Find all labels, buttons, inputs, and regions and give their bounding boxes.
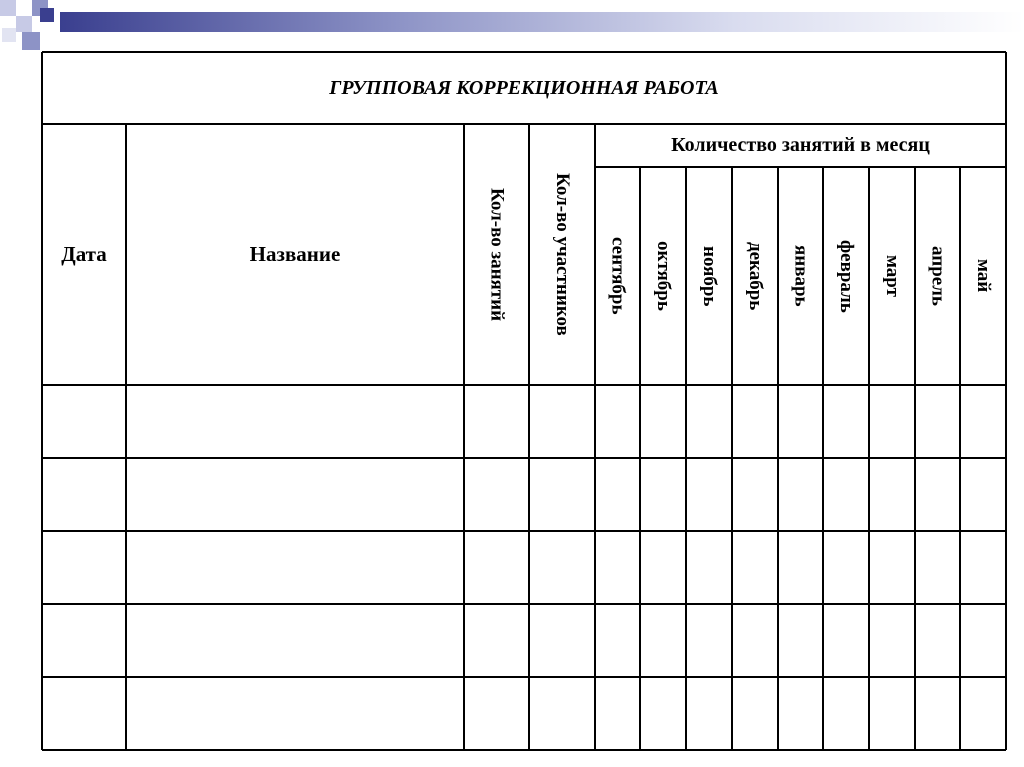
month-header: ноябрь <box>699 245 720 307</box>
table-cell <box>915 531 960 604</box>
table-cell <box>42 458 126 531</box>
deco-square <box>22 32 40 50</box>
table-cell <box>595 385 640 458</box>
table-cell <box>686 385 732 458</box>
table-cell <box>126 458 464 531</box>
month-header: апрель <box>927 246 949 306</box>
table-title: ГРУППОВАЯ КОРРЕКЦИОННАЯ РАБОТА <box>329 76 719 99</box>
table-cell <box>42 604 126 677</box>
table-cell <box>529 677 595 750</box>
table-cell <box>732 531 778 604</box>
table-cell <box>823 604 869 677</box>
table-cell <box>640 531 686 604</box>
table-cell <box>529 531 595 604</box>
deco-square <box>16 16 32 32</box>
deco-square <box>40 8 54 22</box>
month-header: январь <box>790 245 812 307</box>
table-cell <box>778 458 823 531</box>
table-cell <box>595 531 640 604</box>
header-sessions-count: Кол-во занятий <box>486 187 508 322</box>
table-cell <box>869 677 915 750</box>
table-cell <box>732 677 778 750</box>
table-cell <box>464 677 529 750</box>
table-cell <box>640 677 686 750</box>
table-cell <box>640 385 686 458</box>
table-cell <box>960 677 1006 750</box>
table-cell <box>42 531 126 604</box>
deco-square <box>2 28 16 42</box>
table-cell <box>595 604 640 677</box>
table-cell <box>960 385 1006 458</box>
month-header: сентябрь <box>607 237 629 315</box>
table-cell <box>732 385 778 458</box>
table-cell <box>778 677 823 750</box>
header-name: Название <box>249 242 341 266</box>
table-cell <box>42 677 126 750</box>
table-cell <box>126 677 464 750</box>
table-cell <box>823 531 869 604</box>
table-cell <box>869 531 915 604</box>
table-cell <box>464 385 529 458</box>
month-header: март <box>882 255 903 297</box>
table-cell <box>778 531 823 604</box>
table-cell <box>126 604 464 677</box>
deco-bar <box>60 12 1024 32</box>
table-cell <box>686 531 732 604</box>
table-cell <box>126 385 464 458</box>
table-cell <box>915 458 960 531</box>
table-cell <box>823 385 869 458</box>
header-date: Дата <box>61 242 107 266</box>
month-header: декабрь <box>745 241 766 311</box>
month-header: февраль <box>836 239 857 313</box>
deco-square <box>0 0 16 16</box>
table-cell <box>640 604 686 677</box>
month-header: октябрь <box>653 241 674 311</box>
table-cell <box>869 385 915 458</box>
month-header: май <box>973 259 994 293</box>
table-cell <box>732 604 778 677</box>
table-cell <box>915 385 960 458</box>
table-cell <box>915 677 960 750</box>
table-cell <box>529 604 595 677</box>
table-cell <box>126 531 464 604</box>
table-cell <box>640 458 686 531</box>
table-cell <box>732 458 778 531</box>
table-cell <box>869 604 915 677</box>
table-cell <box>960 604 1006 677</box>
table-cell <box>778 604 823 677</box>
table-cell <box>823 677 869 750</box>
header-monthly: Количество занятий в месяц <box>671 134 930 156</box>
table-cell <box>686 604 732 677</box>
table-cell <box>960 531 1006 604</box>
table-cell <box>595 458 640 531</box>
table-cell <box>529 385 595 458</box>
table-cell <box>823 458 869 531</box>
table-cell <box>529 458 595 531</box>
header-participants-count: Кол-во участников <box>552 173 573 336</box>
table-cell <box>464 531 529 604</box>
table-cell <box>686 677 732 750</box>
table-cell <box>915 604 960 677</box>
table-cell <box>778 385 823 458</box>
table-cell <box>960 458 1006 531</box>
table-cell <box>464 604 529 677</box>
table-cell <box>42 385 126 458</box>
table-cell <box>595 677 640 750</box>
table-cell <box>686 458 732 531</box>
table-cell <box>464 458 529 531</box>
table-cell <box>869 458 915 531</box>
